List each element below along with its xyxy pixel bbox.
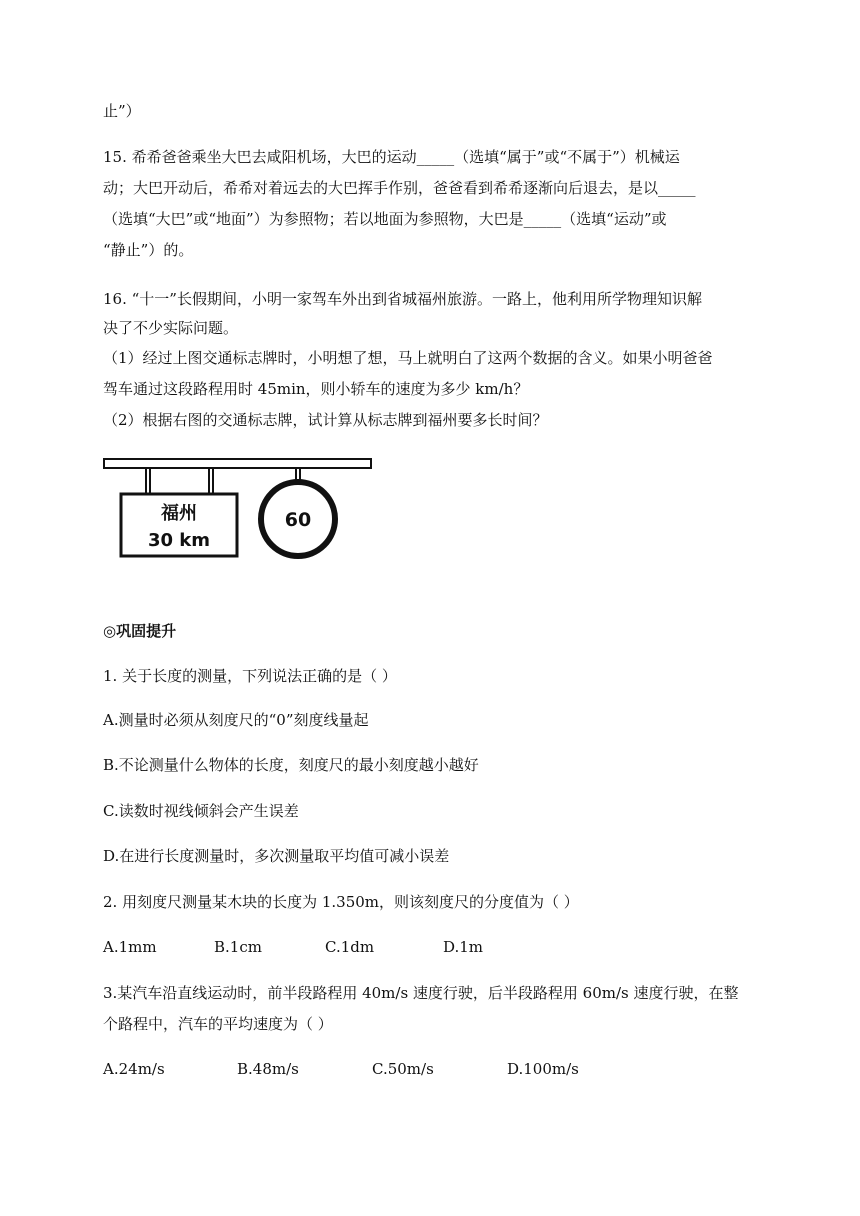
sign-post-left (146, 468, 150, 494)
c2-option-b: B.1cm (214, 938, 262, 956)
c2-option-c: C.1dm (325, 938, 375, 956)
q16-line-4: 驾车通过这段路程用时 45min，则小轿车的速度为多少 km/h？ (103, 380, 529, 398)
sign-beam (104, 459, 371, 468)
q15-line-1: 15. 希希爸爸乘坐大巴去咸阳机场，大巴的运动_____（选填“属于”或“不属于”）机械运 (103, 148, 680, 166)
c3-option-d: D.100m/s (507, 1060, 579, 1078)
sign-distance: 30 km (147, 530, 211, 551)
previous-question-tail: 止”） (103, 102, 141, 120)
c2-option-a: A.1mm (103, 938, 157, 956)
q15-line-4: “静止”）的。 (103, 241, 194, 259)
c1-option-b: B.不论测量什么物体的长度，刻度尺的最小刻度越小越好 (103, 756, 479, 774)
c3-line-1: 3.某汽车沿直线运动时，前半段路程用 40m/s 速度行驶，后半段路程用 60m/s 速度行驶，在整 (103, 984, 739, 1002)
c3-option-c: C.50m/s (372, 1060, 434, 1078)
c3-line-2: 个路程中，汽车的平均速度为（ ） (103, 1015, 333, 1033)
c1-option-a: A.测量时必须从刻度尺的“0”刻度线量起 (103, 711, 369, 729)
c2-option-d: D.1m (443, 938, 484, 956)
c2-stem: 2. 用刻度尺测量某木块的长度为 1.350m，则该刻度尺的分度值为（ ） (103, 893, 579, 911)
c3-option-b: B.48m/s (237, 1060, 299, 1078)
sign-city-name: 福州 (161, 503, 197, 524)
q15-line-3: （选填“大巴”或“地面”）为参照物；若以地面为参照物，大巴是_____（选填“运动”或 (103, 210, 667, 228)
speed-limit-value: 60 (284, 509, 312, 531)
q15-line-2: 动；大巴开动后，希希对着远去的大巴挥手作别，爸爸看到希希逐渐向后退去，是以_____ (103, 179, 696, 197)
sign-post-right (209, 468, 213, 494)
q16-line-3: （1）经过上图交通标志牌时，小明想了想，马上就明白了这两个数据的含义。如果小明爸爸 (103, 349, 713, 367)
q16-line-2: 决了不少实际问题。 (103, 319, 239, 337)
traffic-sign-figure (103, 456, 375, 562)
c1-option-c: C.读数时视线倾斜会产生误差 (103, 802, 299, 820)
c1-stem: 1. 关于长度的测量，下列说法正确的是（ ） (103, 667, 397, 685)
speed-sign-post (296, 468, 300, 480)
q16-line-1: 16. “十一”长假期间，小明一家驾车外出到省城福州旅游。一路上，他利用所学物理知识解 (103, 290, 702, 308)
c1-option-d: D.在进行长度测量时，多次测量取平均值可减小误差 (103, 847, 450, 865)
c3-option-a: A.24m/s (103, 1060, 165, 1078)
section-title: ◎巩固提升 (103, 622, 177, 640)
q16-line-5: （2）根据右图的交通标志牌，试计算从标志牌到福州要多长时间？ (103, 411, 548, 429)
